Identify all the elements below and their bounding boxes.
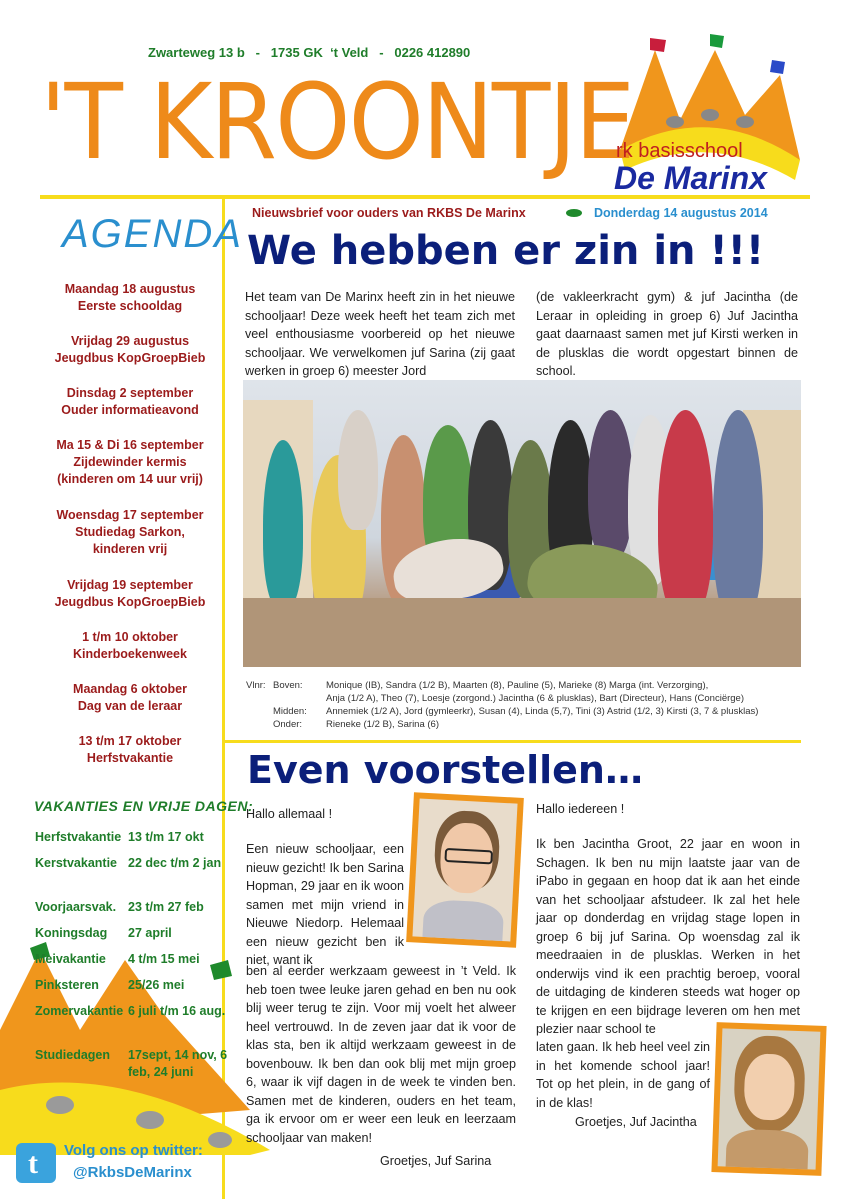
article-column-1: Het team van De Marinx heeft zin in het nieuwe schooljaar! Deze week heeft het team zich met veel enthousiasme voorbereid op het nieuwe schooljaar. We verwelkomen juf Sarina (zij gaat werken in groep 6) meester Jord [245, 290, 515, 378]
school-type-label: rk basisschool [616, 140, 743, 162]
newsletter-date: Donderdag 14 augustus 2014 [594, 206, 768, 220]
jacintha-signoff: Groetjes, Juf Jacintha [575, 1115, 697, 1129]
agenda-item-event: Jeugdbus KopGroepBieb [54, 351, 206, 365]
agenda-item-date: Vrijdag 29 augustus [70, 334, 190, 348]
agenda-item [30, 733, 230, 767]
agenda-item [30, 333, 230, 367]
vacation-dates: 17sept, 14 nov, 6 feb, 24 juni [128, 1048, 228, 1079]
separator-dot-icon [566, 209, 582, 217]
agenda-item [30, 507, 230, 558]
vacation-name: Studiedagen [35, 1048, 111, 1062]
agenda-item [30, 629, 230, 663]
agenda-item-event: Studiedag Sarkon, [75, 525, 185, 539]
school-address: Zwarteweg 13 b - 1735 GK ‘t Veld - 0226 412890 [148, 45, 471, 60]
vacation-dates: 6 juli t/m 16 aug. [128, 1004, 226, 1018]
article-title: Even voorstellen… [247, 748, 643, 792]
vacation-title: VAKANTIES EN VRIJE DAGEN: [34, 798, 254, 814]
agenda-item-date: 13 t/m 17 oktober [78, 734, 182, 748]
sarina-portrait [406, 792, 524, 948]
jacintha-portrait [711, 1022, 826, 1176]
vacation-dates: 27 april [128, 926, 172, 940]
twitter-follow-label: Volg ons op twitter: [64, 1142, 203, 1159]
sarina-intro: Een nieuw schooljaar, een nieuw gezicht! Ik ben Sarina Hopman, 29 jaar en ik woon samen met mijn vriend in Nieuwe Niedorp. Helemaal een nieuw gezicht ben ik niet, want ik [246, 842, 404, 967]
school-name-logo: De Marinx [614, 160, 767, 196]
agenda-item-event: Zijdewinder kermis [73, 455, 187, 469]
section-rule [225, 740, 801, 743]
caption-label-onder: Onder: [273, 719, 303, 730]
agenda-item-date: Ma 15 & Di 16 september [56, 438, 204, 452]
agenda-item-date: 1 t/m 10 oktober [82, 630, 178, 644]
article-title: We hebben er zin in !!! [247, 228, 765, 274]
agenda-item-date: Vrijdag 19 september [67, 578, 193, 592]
agenda-item [30, 385, 230, 419]
caption-label-midden: Midden: [273, 706, 307, 717]
team-photo [243, 380, 801, 667]
article-column-2: (de vakleerkracht gym) & juf Jacintha (de Leraar in opleiding in groep 6) Juf Jacintha gaat daarnaast samen met juf Kirsti werken in de plusklas die wordt opgestart binnen de school. [536, 290, 798, 378]
vacation-dates: 23 t/m 27 feb [128, 900, 204, 914]
agenda-item-note: kinderen vrij [92, 542, 168, 556]
agenda-item [30, 281, 230, 315]
vacation-dates: 25/26 mei [128, 978, 185, 992]
agenda-item-note: (kinderen om 14 uur vrij) [57, 472, 203, 486]
agenda-item-date: Maandag 18 augustus [64, 282, 196, 296]
agenda-item [30, 437, 230, 488]
twitter-icon[interactable]: t [16, 1143, 56, 1183]
agenda-item-event: Ouder informatieavond [61, 403, 199, 417]
sarina-signoff: Groetjes, Juf Sarina [380, 1154, 492, 1168]
vacation-name: Koningsdag [35, 926, 108, 940]
sarina-body: ben al eerder werkzaam geweest in ’t Veld. Ik heb toen twee leuke jaren gehad en ben nu ook blij weer terug te zijn. Voor mij voelt het alweer heel vertrouwd. In de zeven jaar dat ik voor de klas sta, ben ik altijd werkzaam geweest in de bovenbouw. Ik ben dan ook blij met mijn groep 6, waar ik vijf dagen in de week te vinden ben. Samen met de kinderen, ouders en het team, ga ik ervoor om er weer een leuk en leerzaam schooljaar van maken! [246, 964, 516, 1145]
agenda-item [30, 577, 230, 611]
agenda-title: AGENDA [62, 212, 243, 256]
agenda-item-event: Eerste schooldag [77, 299, 183, 313]
vacation-dates: 13 t/m 17 okt [128, 830, 204, 844]
vacation-name: Zomervakantie [35, 1004, 124, 1018]
vacation-name: Voorjaarsvak. [35, 900, 117, 914]
agenda-item-event: Dag van de leraar [77, 699, 183, 713]
jacintha-body: laten gaan. Ik heb heel veel zin in het komende school jaar! Tot op het plein, in de gang of in de klas! [536, 1040, 710, 1110]
caption-vlnr: Vlnr: [246, 680, 266, 691]
caption-boven-line2: Anja (1/2 A), Theo (7), Loesje (zorgond.) Jacintha (6 & plusklas), Bart (Directeur), Hans (Conciërge) [326, 693, 744, 704]
agenda-item [30, 681, 230, 715]
newsletter-masthead: 'T KROONTJE [40, 61, 634, 183]
vacation-name: Pinksteren [35, 978, 99, 992]
vacation-name: Herfstvakantie [35, 830, 122, 844]
jacintha-intro: Ik ben Jacintha Groot, 22 jaar en woon in Schagen. Ik ben nu mijn laatste jaar van de iPabo in gegaan en hoop dat ik aan het einde van het schooljaar afstudeer. Ik zal het hele jaar op donderdag en vrijdag stage lopen in groep 6 bij juf Sarina. Op woensdag zal ik meedraaien in de plusklas. Werken in het onderwijs vind ik een prachtig beroep, vooral de uitdaging de kinderen steeds wat hoger op te krijgen en een bijdrage leveren om hen met plezier naar school te [536, 837, 800, 1036]
photo-caption [246, 679, 806, 739]
caption-midden: Annemiek (1/2 A), Jord (gymleerkr), Susan (4), Linda (5,7), Tini (3) Astrid (1/2, 3) Kirsti (3, 7 & plusklas) [326, 706, 759, 717]
vacation-dates: 22 dec t/m 2 jan [128, 856, 222, 870]
twitter-handle-link[interactable]: @RkbsDeMarinx [73, 1164, 192, 1181]
caption-boven-line1: Monique (IB), Sandra (1/2 B), Maarten (8), Pauline (5), Marieke (8) Marga (int. Verzorging), [326, 680, 709, 691]
agenda-item-event: Herfstvakantie [86, 751, 174, 765]
sarina-greeting: Hallo allemaal ! [246, 807, 333, 821]
vacation-dates: 4 t/m 15 mei [128, 952, 200, 966]
caption-onder: Rieneke (1/2 B), Sarina (6) [326, 719, 439, 730]
agenda-item-date: Dinsdag 2 september [66, 386, 194, 400]
newsletter-subtitle: Nieuwsbrief voor ouders van RKBS De Marinx [252, 206, 526, 220]
agenda-item-event: Kinderboekenweek [73, 647, 187, 661]
vacation-name: Kerstvakantie [35, 856, 117, 870]
agenda-item-event: Jeugdbus KopGroepBieb [54, 595, 206, 609]
agenda-item-date: Woensdag 17 september [56, 508, 204, 522]
vacation-name: Meivakantie [35, 952, 106, 966]
agenda-item-date: Maandag 6 oktober [73, 682, 187, 696]
jacintha-greeting: Hallo iedereen ! [536, 802, 625, 816]
caption-label-boven: Boven: [273, 680, 303, 691]
